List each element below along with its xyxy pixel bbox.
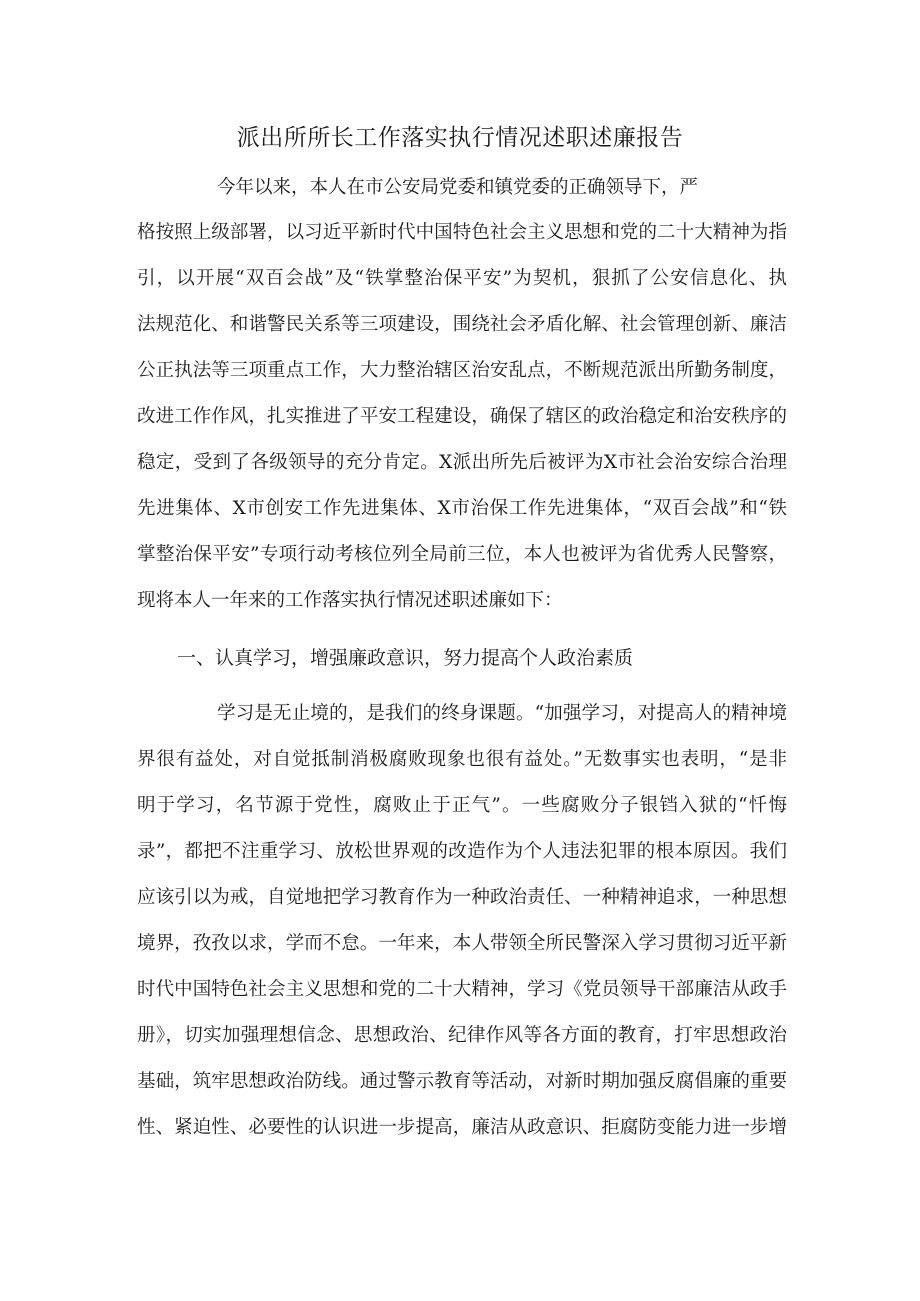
intro-line: 公正执法等三项重点工作，大力整治辖区治安乱点，不断规范派出所勤务制度， [137, 360, 787, 381]
intro-line: 现将本人一年来的工作落实执行情况述职述廉如下： [137, 590, 563, 611]
section1-line: 时代中国特色社会主义思想和党的二十大精神，学习《党员领导干部廉洁从政手 [137, 979, 787, 1000]
section1-line: 册》，切实加强理想信念、思想政治、纪律作风等各方面的教育，打牢思想政治 [137, 1025, 787, 1046]
intro-line: 改进工作作风，扎实推进了平安工程建设，确保了辖区的政治稳定和治安秩序的 [137, 406, 787, 427]
section1-line: 明于学习，名节源于党性，腐败止于正气”。一些腐败分子银铛入狱的“忏悔 [137, 795, 787, 816]
section1-line: 应该引以为戒，自觉地把学习教育作为一种政治责任、一种精神追求，一种思想 [137, 887, 787, 908]
intro-line: 掌整治保平安”专项行动考核位列全局前三位，本人也被评为省优秀人民警察， [137, 544, 787, 565]
section-heading: 一、认真学习，增强廉政意识，努力提高个人政治素质 [177, 647, 634, 669]
intro-line: 格按照上级部署，以习近平新时代中国特色社会主义思想和党的二十大精神为指 [137, 222, 787, 243]
section1-line: 界很有益处，对自觉抵制消极腐败现象也很有益处。”无数事实也表明，“是非 [137, 749, 787, 770]
section1-line: 基础，筑牢思想政治防线。通过警示教育等活动，对新时期加强反腐倡廉的重要 [137, 1071, 787, 1092]
intro-line: 今年以来，本人在市公安局党委和镇党委的正确领导下，严 [217, 177, 699, 198]
document-title: 派出所所长工作落实执行情况述职述廉报告 [236, 125, 684, 151]
section1-line: 学习是无止境的，是我们的终身课题。“加强学习，对提高人的精神境 [217, 703, 787, 724]
intro-line: 引，以开展“双百会战”及“铁掌整治保平安”为契机，狠抓了公安信息化、执 [137, 268, 787, 289]
intro-line: 稳定，受到了各级领导的充分肯定。X派出所先后被评为X市社会治安综合治理 [137, 452, 787, 473]
intro-line: 法规范化、和谐警民关系等三项建设，围绕社会矛盾化解、社会管理创新、廉洁 [137, 314, 787, 335]
section1-line: 性、紧迫性、必要性的认识进一步提高，廉洁从政意识、拒腐防变能力进一步增 [137, 1117, 787, 1138]
intro-line: 先进集体、X市创安工作先进集体、X市治保工作先进集体，“双百会战”和“铁 [137, 498, 787, 519]
section1-line: 录”，都把不注重学习、放松世界观的改造作为个人违法犯罪的根本原因。我们 [137, 841, 787, 862]
section1-line: 境界，孜孜以求，学而不怠。一年来，本人带领全所民警深入学习贯彻习近平新 [137, 933, 787, 954]
